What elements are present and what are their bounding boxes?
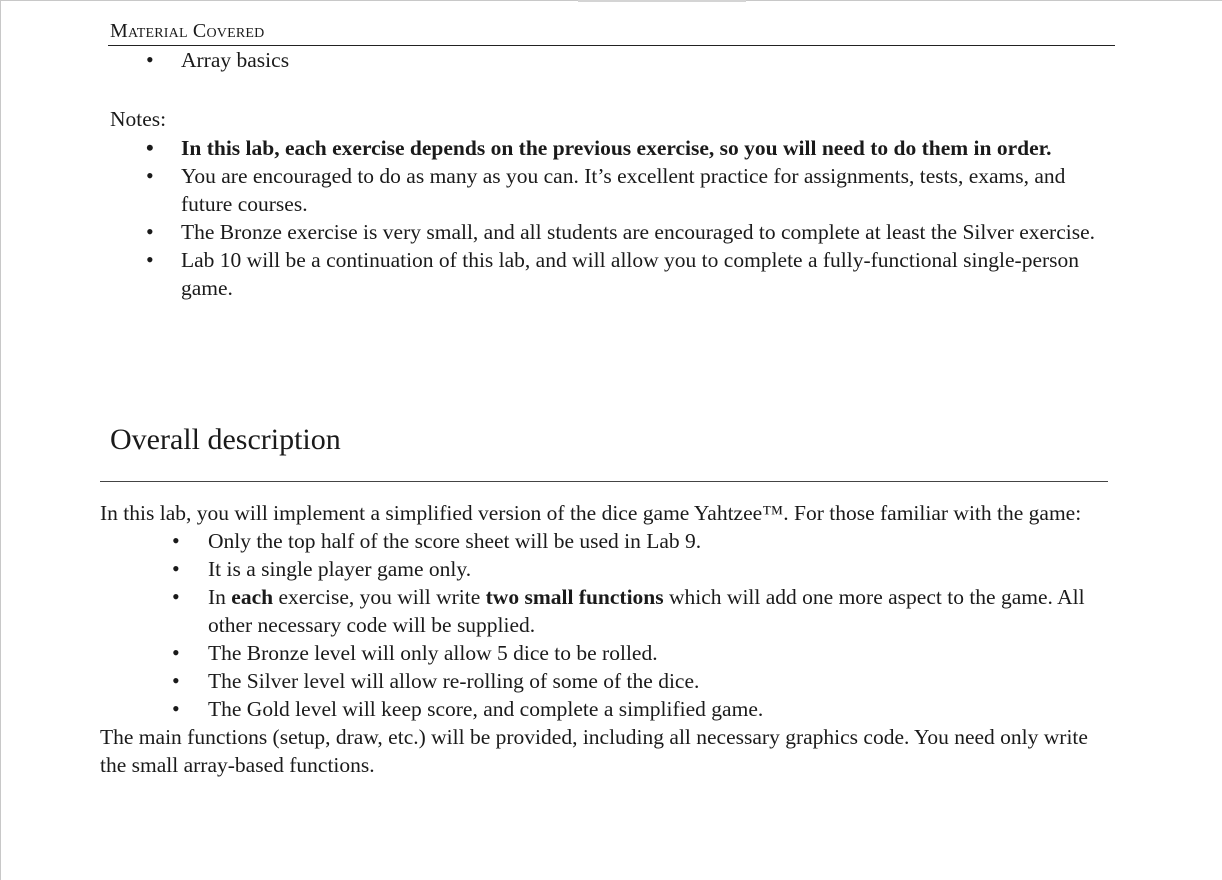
text-run: In xyxy=(208,585,232,609)
overall-description-body xyxy=(100,499,1110,779)
list-item: • In this lab, each exercise depends on the previous exercise, so you will need to do them in order. xyxy=(110,134,1120,162)
list-item: • Lab 10 will be a continuation of this lab, and will allow you to complete a fully-functional single-person game. xyxy=(110,246,1120,302)
list-item: • The Bronze exercise is very small, and all students are encouraged to complete at least the Silver exercise. xyxy=(110,218,1120,246)
material-covered-heading: Material Covered xyxy=(110,20,265,42)
notes-list xyxy=(110,134,1120,302)
intro-paragraph: In this lab, you will implement a simplified version of the dice game Yahtzee™. For those familiar with the game: xyxy=(100,501,1082,525)
list-item: • It is a single player game only. xyxy=(100,555,1110,583)
text-run: exercise, you will write xyxy=(273,585,486,609)
page-tab-marker xyxy=(578,0,746,2)
list-item: • Array basics xyxy=(110,46,289,74)
list-item: • The Gold level will keep score, and complete a simplified game. xyxy=(100,695,1110,723)
description-list xyxy=(100,527,1110,723)
list-item xyxy=(100,583,1110,639)
bold-text: each xyxy=(231,585,274,609)
bold-text: two small functions xyxy=(485,585,664,609)
list-item: • You are encouraged to do as many as you can. It’s excellent practice for assignments, tests, exams, and future courses. xyxy=(110,162,1120,218)
list-item: • The Silver level will allow re-rolling of some of the dice. xyxy=(100,667,1110,695)
overall-description-title: Overall description xyxy=(110,423,341,456)
title-rule xyxy=(100,481,1108,482)
closing-paragraph: The main functions (setup, draw, etc.) will be provided, including all necessary graphics code. You need only write the small array-based functions. xyxy=(100,725,1088,777)
list-item: • The Bronze level will only allow 5 dice to be rolled. xyxy=(100,639,1110,667)
list-item: • Only the top half of the score sheet will be used in Lab 9. xyxy=(100,527,1110,555)
material-covered-list xyxy=(110,46,289,74)
text-run: which will add one more aspect to the game. All other necessary code will be supplied. xyxy=(208,585,1085,637)
notes-heading: Notes: xyxy=(110,107,167,131)
